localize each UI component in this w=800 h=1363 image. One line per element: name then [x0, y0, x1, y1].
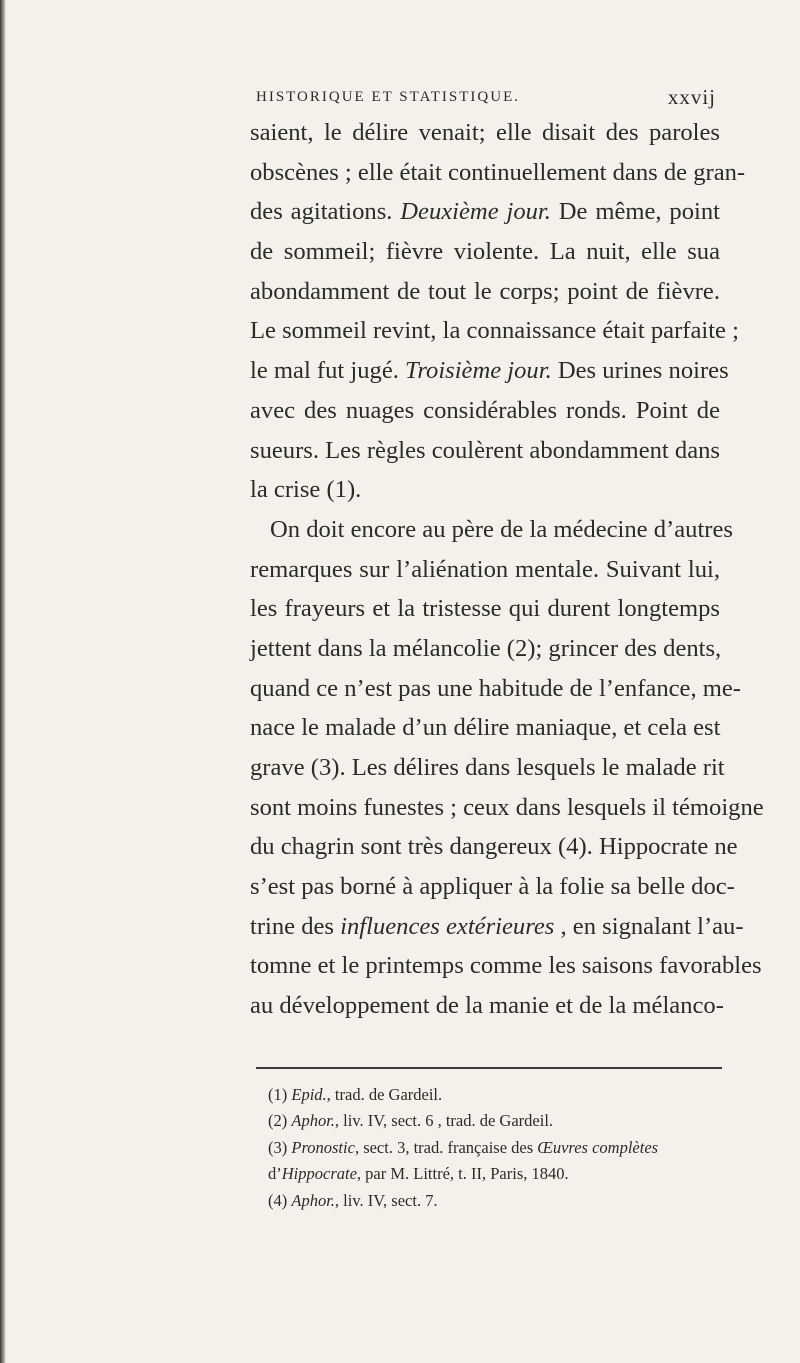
footnote-marker: (4) [268, 1190, 292, 1210]
italic-run: Aphor. [291, 1190, 335, 1210]
text-line: avec des nuages considérables ronds. Point de [250, 396, 720, 424]
text-run: , sect. 3, trad. française des [354, 1137, 538, 1157]
text-run: , liv. IV, sect. 7. [334, 1190, 438, 1210]
italic-run: influences extérieures [340, 912, 555, 940]
text-line: les frayeurs et la tristesse qui durent longtemps [250, 595, 720, 623]
footnote-2 [268, 1108, 728, 1134]
footnote-marker: (2) [268, 1111, 292, 1131]
page-number: xxvij [667, 85, 716, 109]
italic-run: Œuvres complètes [537, 1137, 659, 1157]
text-line: On doit encore au père de la médecine d’autres [270, 515, 733, 543]
text-run: trine des [250, 912, 341, 940]
text-line: saient, le délire venait; elle disait des paroles [250, 119, 720, 146]
text-run: De même, point [550, 198, 720, 226]
text-run: , liv. IV, sect. 6 , trad. de Gardeil. [334, 1111, 554, 1131]
italic-run: Pronostic [291, 1137, 355, 1157]
footnote-3-continued [268, 1161, 728, 1187]
text-line: du chagrin sont très dangereux (4). Hippocrate ne [250, 833, 738, 861]
text-line: sueurs. Les règles coulèrent abondamment dans [250, 436, 720, 464]
italic-run: Hippocrate [281, 1164, 357, 1184]
text-run: des agitations. [250, 198, 401, 226]
footnotes [268, 1082, 728, 1214]
footnote-4 [268, 1188, 728, 1214]
footnote-1 [268, 1082, 728, 1108]
text-line: sont moins funestes ; ceux dans lesquels il témoigne [250, 793, 764, 821]
italic-run: Troisième jour. [405, 357, 552, 385]
running-head-title: HISTORIQUE ET STATISTIQUE. [256, 89, 520, 105]
text-line: nace le malade d’un délire maniaque, et cela est [250, 714, 721, 742]
text-line: tomne et le printemps comme les saisons favorables [250, 952, 762, 980]
text-line: s’est pas borné à appliquer à la folie sa belle doc- [250, 873, 735, 901]
text-line: grave (3). Les délires dans lesquels le malade rit [250, 754, 725, 781]
text-line: remarques sur l’aliénation mentale. Suivant lui, [250, 555, 720, 583]
text-line: Le sommeil revint, la connaissance était parfaite ; [250, 317, 739, 345]
text-line: abondamment de tout le corps; point de fièvre. [250, 277, 720, 305]
running-head [256, 85, 716, 115]
footnote-3 [268, 1135, 728, 1161]
footnote-marker: (3) [268, 1137, 292, 1157]
text-line: jettent dans la mélancolie (2); grincer des dents, [250, 634, 722, 662]
text-line: de sommeil; fièvre violente. La nuit, elle sua [250, 238, 720, 266]
body-text [250, 113, 764, 1026]
text-run: , trad. de Gardeil. [326, 1085, 443, 1104]
text-line [250, 351, 729, 391]
footnote-separator [256, 1067, 722, 1069]
text-line: au développement de la manie et de la mélanco- [250, 992, 724, 1020]
text-run: , par M. Littré, t. II, Paris, 1840. [356, 1164, 569, 1184]
text-line [250, 907, 744, 947]
text-run: , en signalant l’au- [554, 912, 744, 940]
text-run: d’ [268, 1164, 282, 1184]
footnote-marker: (1) [268, 1085, 292, 1104]
text-line: la crise (1). [250, 476, 362, 504]
text-run: Des urines noires [551, 357, 729, 385]
page-binding-edge [0, 0, 6, 1363]
text-line: quand ce n’est pas une habitude de l’enfance, me- [250, 674, 741, 702]
text-line [250, 192, 720, 232]
italic-run: Deuxième jour. [400, 198, 551, 226]
italic-run: Aphor. [291, 1111, 335, 1131]
italic-run: Epid. [291, 1085, 327, 1104]
text-line: obscènes ; elle était continuellement dans de gran- [250, 158, 746, 186]
text-run: le mal fut jugé. [250, 357, 406, 385]
